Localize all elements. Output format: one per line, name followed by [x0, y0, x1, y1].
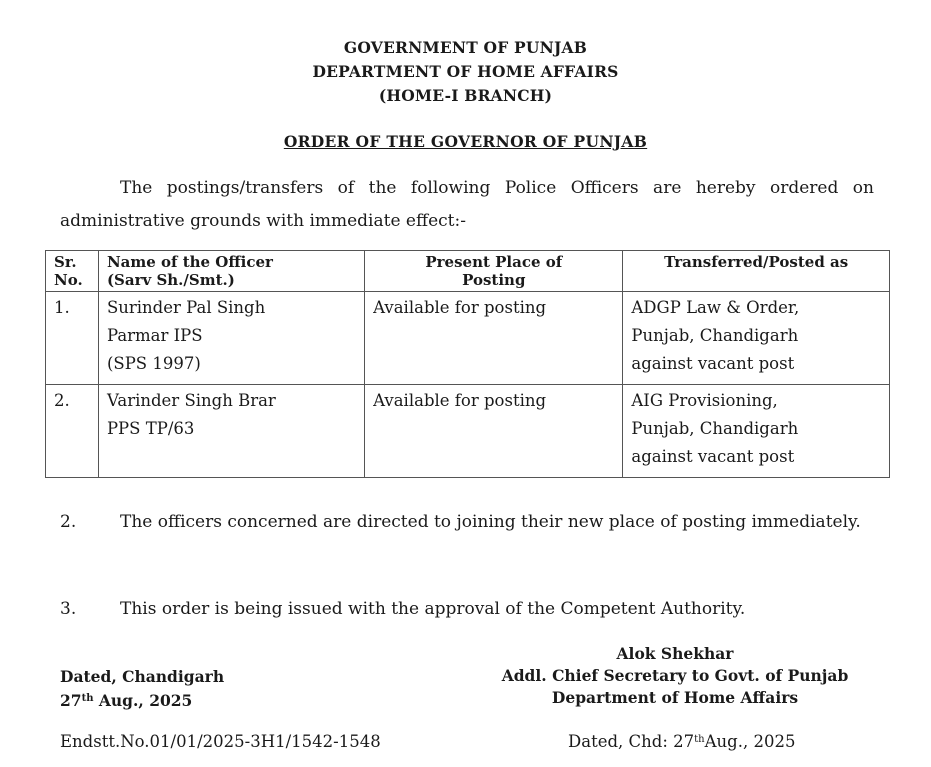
paragraph-3 — [60, 593, 874, 626]
intro-text: The postings/transfers of the following Police Officers are hereby ordered on administrative grounds with immediate effect:- — [60, 178, 874, 231]
header-officer-name — [98, 251, 364, 292]
cell-officer-name — [98, 385, 364, 478]
transferred-line: ADGP Law & Order, — [631, 298, 800, 317]
document-header — [0, 36, 931, 108]
cell-sr: 2. — [46, 385, 99, 478]
signatory-name: Alok Shekhar — [616, 644, 734, 663]
dated-day-suffix: th — [81, 693, 94, 704]
header-name-line1: Name of the Officer — [106, 253, 273, 271]
table-row — [46, 385, 890, 478]
officer-name-line: Varinder Singh Brar — [106, 391, 276, 410]
header-department: DEPARTMENT OF HOME AFFAIRS — [312, 62, 619, 81]
intro-paragraph — [60, 172, 874, 238]
header-sr-line1: Sr. — [54, 253, 77, 271]
paragraph-2 — [60, 506, 874, 539]
transferred-line: Punjab, Chandigarh — [631, 326, 799, 345]
cell-present-place: Available for posting — [365, 385, 623, 478]
paragraph-text: This order is being issued with the approval of the Competent Authority. — [120, 599, 746, 619]
dated-month-year: Aug., 2025 — [98, 691, 193, 710]
dated-place: Dated, Chandigarh — [60, 667, 225, 686]
header-transferred — [623, 251, 890, 292]
dated-day: 27 — [60, 691, 82, 710]
endorsement-date-prefix: Dated, Chd: 27 — [568, 732, 695, 751]
endorsement-date-rest: Aug., 2025 — [704, 732, 796, 751]
cell-transferred — [623, 292, 890, 385]
transferred-line: against vacant post — [631, 354, 795, 373]
header-sr-line2: No. — [54, 271, 83, 289]
transferred-line: against vacant post — [631, 447, 795, 466]
header-present-place — [365, 251, 623, 292]
header-sr-no — [46, 251, 99, 292]
table-header-row — [46, 251, 890, 292]
order-title: ORDER OF THE GOVERNOR OF PUNJAB — [283, 132, 648, 151]
paragraph-text: The officers concerned are directed to joining their new place of posting immediately. — [120, 512, 861, 532]
endorsement-date-suffix: th — [694, 734, 705, 745]
transferred-line: AIG Provisioning, — [631, 391, 778, 410]
endorsement-number: Endstt.No.01/01/2025-3H1/1542-1548 — [60, 732, 381, 751]
header-government: GOVERNMENT OF PUNJAB — [343, 38, 588, 57]
header-transferred-text: Transferred/Posted as — [664, 253, 849, 271]
cell-sr: 1. — [46, 292, 99, 385]
signature-block — [470, 643, 880, 709]
header-present-line2: Posting — [462, 271, 526, 289]
paragraph-number: 3. — [60, 599, 77, 619]
officers-table — [45, 250, 890, 478]
paragraph-number: 2. — [60, 512, 77, 532]
header-name-line2: (Sarv Sh./Smt.) — [106, 271, 235, 289]
header-branch: (HOME-I BRANCH) — [378, 86, 553, 105]
dated-date — [60, 688, 224, 712]
officer-name-line: Parmar IPS — [106, 326, 203, 345]
signatory-designation: Addl. Chief Secretary to Govt. of Punjab — [501, 666, 849, 685]
endorsement-date — [568, 732, 795, 751]
officer-name-line: (SPS 1997) — [106, 354, 201, 373]
officer-name-line: PPS TP/63 — [106, 419, 195, 438]
cell-present-place: Available for posting — [365, 292, 623, 385]
signatory-department: Department of Home Affairs — [551, 688, 799, 707]
cell-officer-name — [98, 292, 364, 385]
transferred-line: Punjab, Chandigarh — [631, 419, 799, 438]
header-present-line1: Present Place of — [425, 253, 563, 271]
cell-transferred — [623, 385, 890, 478]
dated-block — [60, 666, 224, 712]
table-row — [46, 292, 890, 385]
officer-name-line: Surinder Pal Singh — [106, 298, 266, 317]
